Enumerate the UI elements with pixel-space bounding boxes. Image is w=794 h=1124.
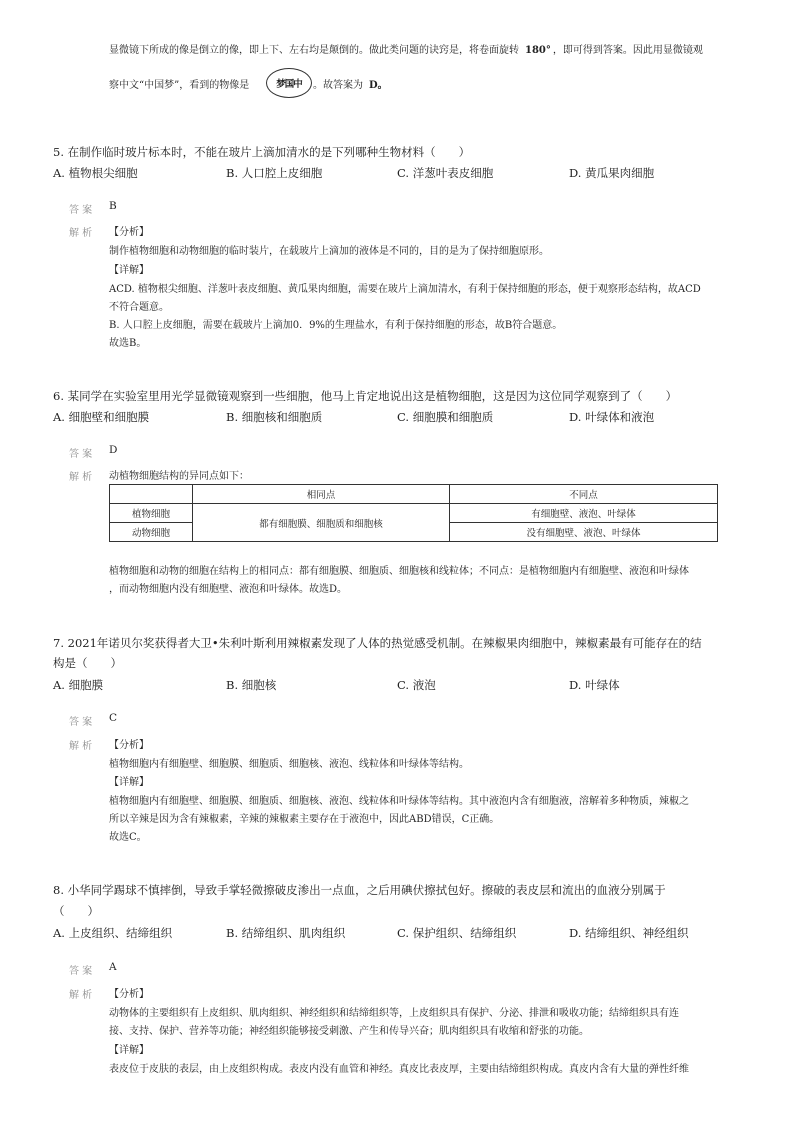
- q5-answer: B: [109, 200, 117, 212]
- table-header-row: [110, 485, 718, 504]
- q8-detail-line-1: 表皮位于皮肤的表层，由上皮组织构成。表皮内没有血管和神经。真皮比表皮厚，主要由结缔组织构成。真皮内含有大量的弹性纤维: [109, 1064, 689, 1075]
- q5-fenxi-text: 制作植物细胞和动物细胞的临时装片，在载玻片上滴加的液体是不同的，目的是为了保持细胞原形。: [109, 246, 549, 257]
- continuation-line-1: [109, 41, 703, 56]
- q7-detail-line-2: 所以辛辣是因为含有辣椒素，辛辣的辣椒素主要存在于液泡中，因此ABD错误，C正确。: [109, 814, 500, 825]
- q5-fenxi-heading: 【分析】: [109, 227, 149, 238]
- q7-option-b: B. 细胞核: [226, 678, 277, 692]
- q5-detail-line-2: 不符合题意。: [109, 302, 169, 313]
- q5-analysis-tag: 解 析: [69, 228, 93, 239]
- q6-option-b: B. 细胞核和细胞质: [226, 410, 323, 424]
- q8-xiangjie-heading: 【详解】: [109, 1045, 149, 1056]
- question-7-stem-line-1: 7. 2021年诺贝尔奖获得者大卫•朱利叶斯利用辣椒素发现了人体的热觉感受机制。在辣椒果肉细胞中，辣椒素最有可能存在的结: [53, 636, 702, 650]
- question-8-stem-line-2: （ ）: [53, 904, 99, 918]
- table-row-plant: [110, 504, 718, 523]
- question-6-stem: 6. 某同学在实验室里用光学显微镜观察到一些细胞，他马上肯定地说出这是植物细胞，这是因为这位同学观察到了（ ）: [53, 389, 678, 403]
- answer-letter: D。: [369, 80, 388, 91]
- q8-analysis-tag: 解 析: [69, 990, 93, 1001]
- q8-fenxi-heading: 【分析】: [109, 989, 149, 1000]
- q7-xiangjie-heading: 【详解】: [109, 777, 149, 788]
- q8-option-a: A. 上皮组织、结缔组织: [53, 926, 173, 940]
- q7-answer-tag: 答 案: [69, 717, 93, 728]
- q8-fenxi-line-1: 动物体的主要组织有上皮组织、肌肉组织、神经组织和结缔组织等，上皮组织具有保护、分泌、排泄和吸收功能；结缔组织具有连: [109, 1008, 679, 1019]
- table-row-label: 动物细胞: [110, 523, 193, 542]
- q7-option-a: A. 细胞膜: [53, 678, 104, 692]
- q8-answer-tag: 答 案: [69, 966, 93, 977]
- q7-answer: C: [109, 712, 118, 724]
- q6-answer: D: [109, 444, 118, 456]
- table-diff-cell: 没有细胞壁、液泡、叶绿体: [450, 523, 718, 542]
- q6-option-d: D. 叶绿体和液泡: [569, 410, 655, 424]
- q6-analysis-tag: 解 析: [69, 472, 93, 483]
- q6-table-intro: 动植物细胞结构的异同点如下：: [109, 471, 249, 482]
- text: ，即可得到答案。因此用显微镜观: [552, 45, 703, 56]
- q8-fenxi-line-2: 接、支持、保护、营养等功能；神经组织能够接受刺激、产生和传导兴奋；肌肉组织具有收缩和舒张的功能。: [109, 1026, 589, 1037]
- cell-comparison-table: [109, 484, 718, 542]
- q7-option-c: C. 液泡: [397, 678, 436, 692]
- q5-detail-line-1: ACD. 植物根尖细胞、洋葱叶表皮细胞、黄瓜果肉细胞，需要在玻片上滴加清水，有利于保持细胞的形态，便于观察形态结构，故ACD: [109, 284, 701, 295]
- q5-option-a: A. 植物根尖细胞: [53, 166, 138, 180]
- text: 。故答案为: [313, 80, 363, 91]
- q8-option-c: C. 保护组织、结缔组织: [397, 926, 517, 940]
- q8-answer: A: [109, 961, 117, 973]
- q6-explanation-line-2: ，而动物细胞内没有细胞壁、液泡和叶绿体。故选D。: [109, 584, 348, 595]
- q6-answer-tag: 答 案: [69, 449, 93, 460]
- text: 显微镜下所成的像是倒立的像，即上下、左右均是颠倒的。做此类问题的诀窍是，将卷面旋转: [109, 45, 519, 56]
- mirrored-characters-figure: 梦国中: [266, 68, 312, 98]
- q8-option-b: B. 结缔组织、肌肉组织: [226, 926, 346, 940]
- q8-option-d: D. 结缔组织、神经组织: [569, 926, 689, 940]
- q7-analysis-tag: 解 析: [69, 741, 93, 752]
- q5-detail-line-4: 故选B。: [109, 338, 147, 349]
- table-same-cell: 都有细胞膜、细胞质和细胞核: [193, 504, 450, 542]
- q5-option-c: C. 洋葱叶表皮细胞: [397, 166, 494, 180]
- question-8-stem-line-1: 8. 小华同学踢球不慎摔倒，导致手掌轻微擦破皮渗出一点血，之后用碘伏擦拭包好。擦破的表皮层和流出的血液分别属于: [53, 883, 666, 897]
- table-header-same: 相同点: [193, 485, 450, 504]
- question-7-stem-line-2: 构是（ ）: [53, 656, 122, 670]
- q5-xiangjie-heading: 【详解】: [109, 265, 149, 276]
- table-corner-cell: [110, 485, 193, 504]
- continuation-line-2: [109, 76, 249, 91]
- q6-option-a: A. 细胞壁和细胞膜: [53, 410, 150, 424]
- table-diff-cell: 有细胞壁、液泡、叶绿体: [450, 504, 718, 523]
- question-5-stem: 5. 在制作临时玻片标本时，不能在玻片上滴加清水的是下列哪种生物材料（ ）: [53, 145, 471, 159]
- table-row-label: 植物细胞: [110, 504, 193, 523]
- q7-detail-line-3: 故选C。: [109, 832, 147, 843]
- q6-explanation-line-1: 植物细胞和动物的细胞在结构上的相同点：都有细胞膜、细胞质、细胞核和线粒体；不同点：是植物细胞内有细胞壁、液泡和叶绿体: [109, 566, 689, 577]
- q7-option-d: D. 叶绿体: [569, 678, 620, 692]
- q5-answer-tag: 答 案: [69, 205, 93, 216]
- q7-fenxi-heading: 【分析】: [109, 740, 149, 751]
- q7-detail-line-1: 植物细胞内有细胞壁、细胞膜、细胞质、细胞核、液泡、线粒体和叶绿体等结构。其中液泡内含有细胞液，溶解着多种物质，辣椒之: [109, 796, 689, 807]
- q5-option-d: D. 黄瓜果肉细胞: [569, 166, 655, 180]
- q6-option-c: C. 细胞膜和细胞质: [397, 410, 494, 424]
- q5-detail-line-3: B. 人口腔上皮细胞，需要在载玻片上滴加0．9%的生理盐水，有利于保持细胞的形态，故B符合题意。: [109, 320, 563, 331]
- continuation-line-2-tail: [313, 76, 388, 91]
- text: 察中文“中国梦”，看到的物像是: [109, 80, 250, 91]
- q5-option-b: B. 人口腔上皮细胞: [226, 166, 323, 180]
- q7-fenxi-text: 植物细胞内有细胞壁、细胞膜、细胞质、细胞核、液泡、线粒体和叶绿体等结构。: [109, 759, 469, 770]
- table-header-diff: 不同点: [450, 485, 718, 504]
- degree-value: 180°: [525, 45, 551, 56]
